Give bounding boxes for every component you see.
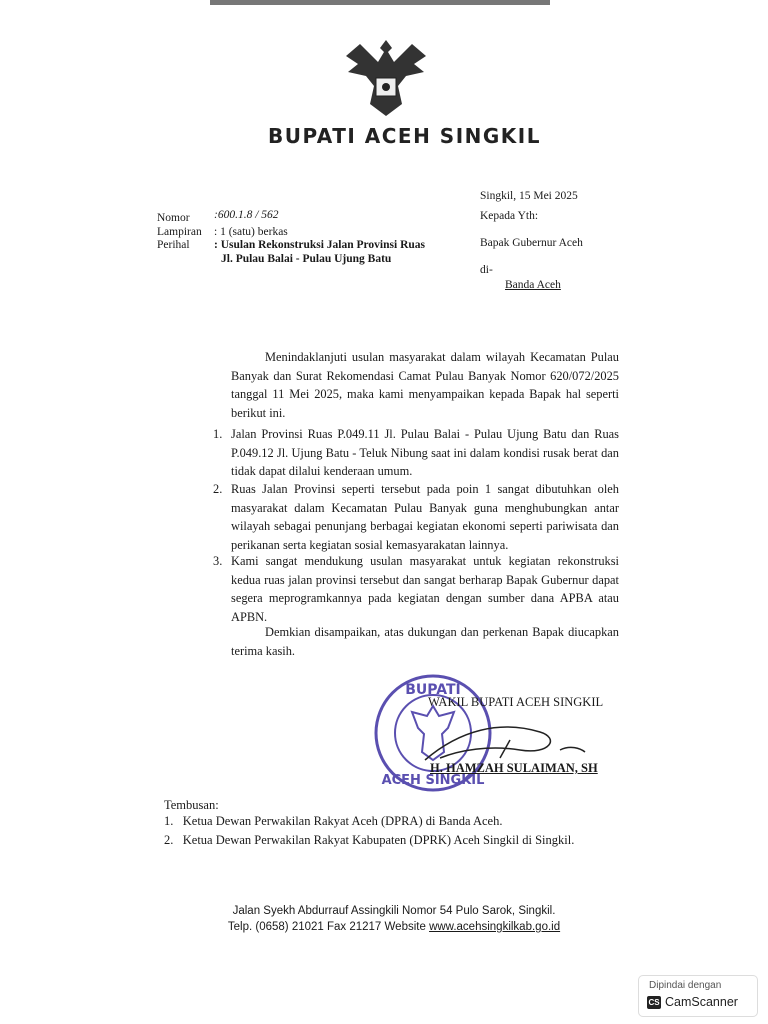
- signatory-name: H. HAMZAH SULAIMAN, SH: [430, 761, 598, 775]
- item-text: Ruas Jalan Provinsi seperti tersebut pada poin 1 sangat dibutuhkan oleh masyarakat dalam Kecamatan Pulau Banyak guna menghubungkan antar wilayah sebagai penunjang berbagai kegiatan ekonomi seperti pariwisata dan perikanan serta kegiatan sosial kemasyarakatan lainnya.: [231, 482, 619, 552]
- footer-line1: Jalan Syekh Abdurrauf Assingkili Nomor 54 Pulo Sarok, Singkil.: [232, 905, 556, 917]
- lampiran-value: : 1 (satu) berkas: [214, 226, 288, 238]
- closing-paragraph: Demkian disampaikan, atas dukungan dan perkenan Bapak diucapkan terima kasih.: [231, 625, 619, 658]
- camscanner-logo-icon: CS: [648, 998, 660, 1007]
- list-item: [213, 480, 619, 554]
- cc-item: [164, 814, 502, 829]
- nomor-value: :600.1.8 / 562: [214, 209, 279, 221]
- cc-item: [164, 833, 574, 848]
- item-text: Kami sangat mendukung usulan masyarakat untuk kegiatan rekonstruksi kedua ruas jalan provinsi tersebut dan sangat berharap Bapak Gubernur dapat segera meprogramkannya pada kegiatan dengan sumber dana APBA atau APBN.: [231, 554, 619, 624]
- scanner-label: Dipindai dengan: [649, 980, 722, 991]
- intro-paragraph: Menindaklanjuti usulan masyarakat dalam wilayah Kecamatan Pulau Banyak dan Surat Rekomendasi Camat Pulau Banyak Nomor 620/072/2025 tanggal 11 Mei 2025, maka kami menyampaikan kepada Bapak hal seperti berikut ini.: [231, 350, 619, 420]
- perihal-label: Perihal: [157, 239, 190, 251]
- cc-text: Ketua Dewan Perwakilan Rakyat Aceh (DPRA) di Banda Aceh.: [182, 814, 503, 828]
- item-number: 2.: [213, 482, 223, 496]
- item-text: Jalan Provinsi Ruas P.049.11 Jl. Pulau Balai - Pulau Ujung Batu dan Ruas P.049.12 Jl. Ujung Batu - Teluk Nibung saat ini dalam kondisi rusak berat dan tidak dapat dilalui kenderaan umum.: [231, 427, 619, 478]
- di-label: di-: [480, 264, 493, 276]
- place-date: Singkil, 15 Mei 2025: [480, 190, 578, 202]
- item-number: 3.: [213, 554, 223, 568]
- list-item: [213, 425, 619, 481]
- garuda-emblem-icon: [340, 34, 432, 120]
- nomor-label: Nomor: [157, 212, 190, 224]
- recipient-city: Banda Aceh: [505, 279, 561, 291]
- footer-address: [184, 903, 604, 935]
- stamp-bottom-text: ACEH SINGKIL: [381, 773, 485, 788]
- lampiran-label: Lampiran: [157, 226, 202, 238]
- cc-text: Ketua Dewan Perwakilan Rakyat Kabupaten (DPRK) Aceh Singkil di Singkil.: [182, 833, 575, 847]
- item-number: 1.: [213, 427, 223, 441]
- cc-number: 1.: [164, 814, 174, 828]
- list-item: [213, 552, 619, 626]
- signatory-position: WAKIL BUPATI ACEH SINGKIL: [428, 695, 604, 709]
- footer-contact: Telp. (0658) 21021 Fax 21217 Website: [227, 921, 430, 933]
- footer-line2: [184, 919, 604, 935]
- footer-website-link[interactable]: www.acehsingkilkab.go.id: [429, 921, 561, 933]
- camscanner-badge: [638, 975, 758, 1017]
- cc-number: 2.: [164, 833, 174, 847]
- handwritten-signature: [420, 720, 590, 765]
- to-label: Kepada Yth:: [480, 210, 539, 222]
- stamp-top-text: BUPATI: [405, 682, 461, 698]
- perihal-value-2: Jl. Pulau Balai - Pulau Ujung Batu: [221, 253, 392, 265]
- cc-label: Tembusan:: [164, 798, 219, 812]
- recipient: Bapak Gubernur Aceh: [480, 237, 583, 249]
- scanner-brand: CamScanner: [665, 995, 738, 1009]
- letterhead-title: BUPATI ACEH SINGKIL: [268, 124, 541, 148]
- scan-edge: [210, 0, 550, 5]
- perihal-value: : Usulan Rekonstruksi Jalan Provinsi Ruas: [214, 239, 425, 251]
